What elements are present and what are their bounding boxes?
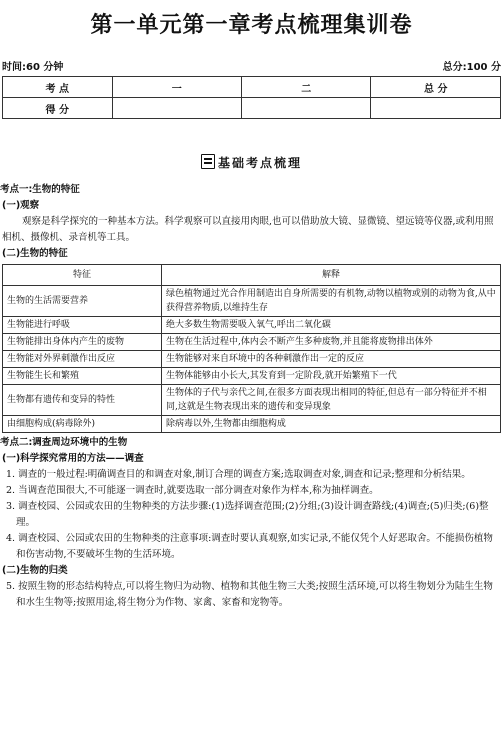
list-item: 1. 调查的一般过程:明确调查目的和调查对象,制订合理的调查方案;选取调查对象,调查和记录;整理和分析结果。 [6,469,471,480]
score-input-cell[interactable] [371,98,501,119]
feature-cell: 生物能生长和繁殖 [3,368,162,385]
point1-sub1-text: 观察是科学探究的一种基本方法。科学观察可以直接用肉眼,也可以借助放大镜、显微镜、望远镜等仪器,或利用照相机、摄像机、录音机等工具。 [2,216,494,243]
explain-cell: 生物在生活过程中,体内会不断产生多种废物,并且能将废物排出体外 [162,334,501,351]
feature-cell: 生物的生活需要营养 [3,286,162,317]
score-header-cell: 二 [242,77,371,98]
feature-header-row [3,265,501,286]
table-row [3,368,501,385]
point2-sub1: (一)科学探究常用的方法——调查 [2,453,144,464]
explain-cell: 绝大多数生物需要吸入氧气,呼出二氧化碳 [162,317,501,334]
feature-cell: 生物能对外界刺激作出反应 [3,351,162,368]
feature-header: 特征 [3,265,162,286]
explain-cell: 生物体能够由小长大,其发育到一定阶段,就开始繁殖下一代 [162,368,501,385]
score-table [2,76,501,119]
table-row [3,334,501,351]
section-banner-text: 基础考点梳理 [217,156,302,170]
score-row [3,98,501,119]
score-header-cell: 总 分 [371,77,501,98]
score-input-cell[interactable] [112,98,241,119]
section-banner [0,154,503,171]
table-row [3,385,501,416]
notes-icon [201,154,215,169]
table-row [3,351,501,368]
score-header-cell: 一 [112,77,241,98]
content-body [0,182,503,611]
point1-sub1: (一)观察 [2,200,40,211]
score-input-cell[interactable] [242,98,371,119]
time-label: 时间:60 分钟 [2,62,64,73]
point2-heading: 考点二:调查周边环境中的生物 [0,437,128,448]
table-row [3,416,501,433]
explain-cell: 生物能够对来自环境中的各种刺激作出一定的反应 [162,351,501,368]
feature-table [2,264,501,433]
score-row-label: 得 分 [3,98,113,119]
explain-cell: 绿色植物通过光合作用制造出自身所需要的有机物,动物以植物或别的动物为食,从中获得营养物质,以维持生存 [162,286,501,317]
explain-header: 解释 [162,265,501,286]
list-item: 5. 按照生物的形态结构特点,可以将生物归为动物、植物和其他生物三大类;按照生活环境,可以将生物划分为陆生生物和水生生物等;按照用途,将生物分为作物、家禽、家畜和宠物等。 [6,581,493,608]
score-header-cell: 考 点 [3,77,113,98]
list-item: 2. 当调查范围很大,不可能逐一调查时,就要选取一部分调查对象作为样本,称为抽样调查。 [6,485,379,496]
table-row [3,317,501,334]
point1-sub2: (二)生物的特征 [2,248,68,259]
point2-list2 [2,579,499,611]
list-item: 3. 调查校园、公园或农田的生物种类的方法步骤:(1)选择调查范围;(2)分组;(3)设计调查路线;(4)调查;(5)归类;(6)整理。 [6,501,489,528]
score-header-row [3,77,501,98]
explain-cell: 除病毒以外,生物都由细胞构成 [162,416,501,433]
table-row [3,286,501,317]
point2-list [2,467,499,563]
feature-cell: 生物能进行呼吸 [3,317,162,334]
total-label: 总分:100 分 [442,62,501,73]
page-title: 第一单元第一章考点梳理集训卷 [90,12,413,38]
feature-cell: 由细胞构成(病毒除外) [3,416,162,433]
explain-cell: 生物体的子代与亲代之间,在很多方面表现出相同的特征,但总有一部分特征并不相同,这就是生物表现出来的遗传和变异现象 [162,385,501,416]
point1-heading: 考点一:生物的特征 [0,184,80,195]
feature-cell: 生物能排出身体内产生的废物 [3,334,162,351]
list-item: 4. 调查校园、公园或农田的生物种类的注意事项:调查时要认真观察,如实记录,不能仅凭个人好恶取舍。不能损伤植物和伤害动物,不要破坏生物的生活环境。 [6,533,493,560]
feature-cell: 生物都有遗传和变异的特性 [3,385,162,416]
point2-sub2: (二)生物的归类 [2,565,68,576]
